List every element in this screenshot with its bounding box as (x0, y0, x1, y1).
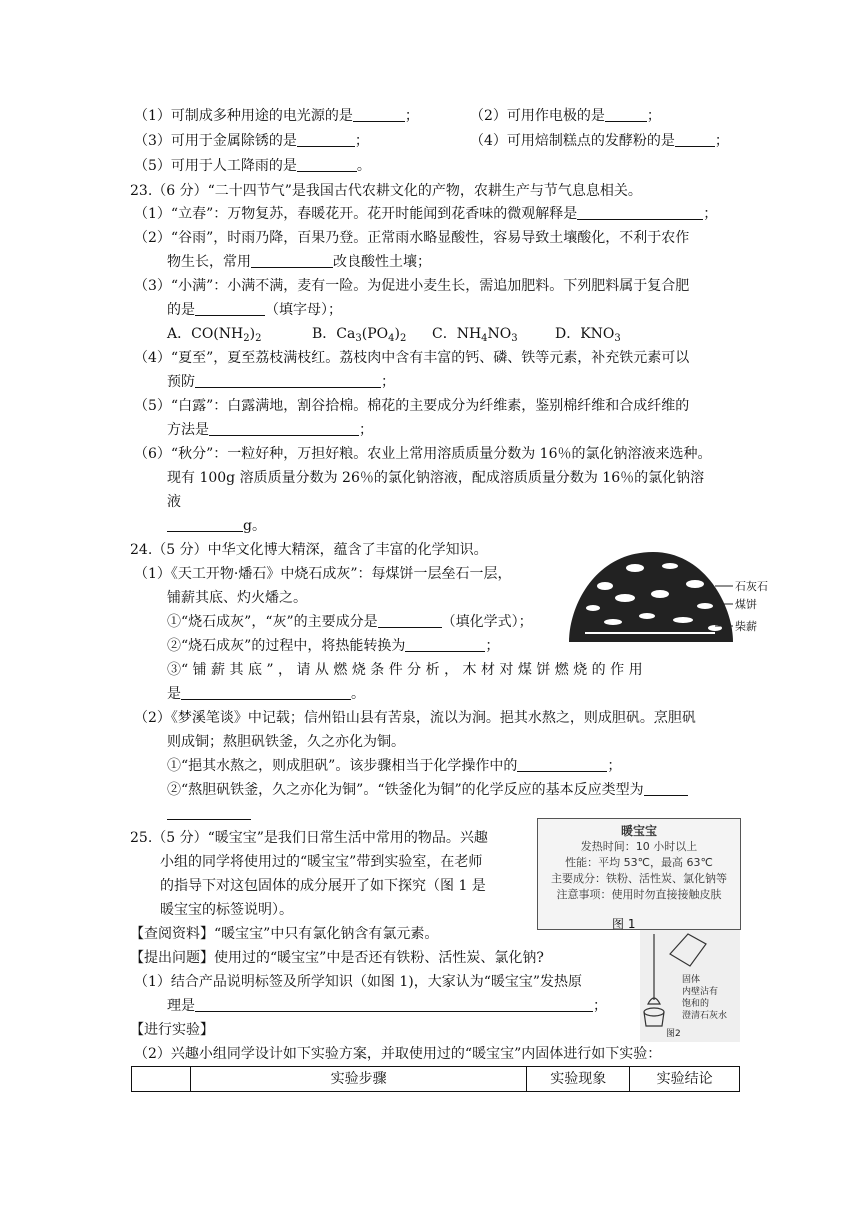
q23-part2-line2: 物生长，常用 改良酸性土壤； (167, 254, 431, 270)
q24-part2-q1: ①“挹其水熬之，则成胆矾”。该步骤相当于化学操作中的 ； (167, 758, 622, 774)
q24-part1-q3: ③“ 铺 薪 其 底 ” ， 请 从 燃 烧 条 件 分 析 ， 木 材 对 煤 饼 燃 烧 的 作 用 (167, 662, 643, 678)
q22-item-2: （2）可用作电极的是 ； (470, 108, 661, 124)
table-header-steps: 实验步骤 (190, 1067, 526, 1091)
label-limewater: 澄清石灰水 (682, 1011, 728, 1021)
q25-part2: （2）兴趣小组同学设计如下实验方案，并取使用过的“暖宝宝”内固体进行如下实验： (134, 1046, 662, 1062)
q25-experiment-heading: 【进行实验】 (130, 1022, 214, 1038)
label-title: 暖宝宝 (620, 824, 657, 838)
table-header-blank (132, 1067, 190, 1091)
figure-1-caption: 图 1 (612, 917, 636, 931)
q22-item-5: （5）可用于人工降雨的是 。 (134, 158, 371, 174)
label-firewood: 柴薪 (735, 620, 757, 633)
label-saturated: 饱和的 (682, 999, 710, 1009)
q25-part1-line2: 理是 ； (167, 998, 607, 1014)
q23-part1: （1）“立春”：万物复苏，春暖花开。花开时能闻到花香味的微观解释是 ； (134, 206, 718, 222)
q23-option-b: B．$Ca_3(PO_4)_2$ (312, 326, 407, 344)
hand-warmer-label (537, 818, 741, 930)
q23-option-a: A．$CO(NH_2)_2$ (167, 326, 262, 344)
q23-part3-line2: 的是 （填字母）； (167, 302, 342, 318)
q24-part2-q2: ②“熬胆矾铁釜，久之亦化为铜”。“铁釜化为铜”的化学反应的基本反应类型为 (167, 780, 688, 800)
q25-heading: 25.（5 分）“暖宝宝”是我们日常生活中常用的物品。兴趣 (130, 830, 488, 846)
label-coal-cake: 煤饼 (735, 598, 757, 611)
q25-line2: 小组的同学将使用过的“暖宝宝”带到实验室，在老师 (160, 854, 483, 870)
q23-heading: 23.（6 分）“二十四节气”是我国古代农耕文化的产物，农耕生产与节气息息相关。 (130, 183, 642, 199)
q24-part1-q3-answer: 是 。 (167, 686, 365, 702)
figure-2-background (640, 930, 740, 1042)
q25-question: 【提出问题】使用过的“暖宝宝”中是否还有铁粉、活性炭、氯化钠? (130, 950, 544, 966)
q25-part1-line1: （1）结合产品说明标签及所学知识（如图 1)，大家认为“暖宝宝”发热原 (134, 974, 583, 990)
figure-2-caption: 图2 (666, 1029, 681, 1039)
q23-part6-line2: 现有 100g 溶质质量分数为 26％的氯化钠溶液，配成溶质质量分数为 16％的氯化钠溶 (167, 470, 705, 486)
q22-item-4: （4）可用焙制糕点的发酵粉的是 ； (470, 133, 729, 149)
q23-part3-line1: （3）“小满”：小满不满，麦有一险。为促进小麦生长，需追加肥料。下列肥料属于复合肥 (134, 278, 690, 294)
q25-line4: 暖宝宝的标签说明）。 (160, 902, 293, 918)
q24-part1-line1: （1）《天工开物·燔石》中烧石成灰”：每煤饼一层垒石一层， (134, 566, 512, 582)
experiment-table-header (131, 1066, 740, 1092)
q23-part6-line4: g。 (167, 516, 266, 536)
q23-option-c: C．$NH_4NO_3$ (432, 326, 518, 344)
label-ingredients: 主要成分：铁粉、活性炭、氯化钠等 (551, 872, 727, 885)
q23-part4-line1: （4）“夏至”，夏至荔枝满枝红。荔枝肉中含有丰富的钙、磷、铁等元素，补充铁元素可以 (134, 350, 690, 366)
combustion-test-figure (640, 930, 740, 1042)
q23-part5-line1: （5）“白露”：白露满地，割谷拾棉。棉花的主要成分为纤维素，鉴别棉纤维和合成纤维的 (134, 398, 690, 414)
label-inner-wall: 内壁沾有 (682, 987, 719, 997)
q25-reference-info: 【查阅资料】“暖宝宝”中只有氯化钠含有氯元素。 (130, 926, 439, 942)
q22-item-1: （1）可制成多种用途的电光源的是 ； (134, 108, 419, 124)
table-header-phenomenon: 实验现象 (526, 1067, 629, 1091)
q25-line3: 的指导下对这包固体的成分展开了如下探究（图 1 是 (160, 878, 486, 894)
q24-part2-line1: （2）《梦溪笔谈》中记载；信州铅山县有苦泉，流以为涧。挹其水熬之，则成胆矾。烹胆矾 (134, 710, 696, 726)
table-header-conclusion: 实验结论 (629, 1067, 739, 1091)
label-caution: 注意事项：使用时勿直接接触皮肤 (556, 888, 722, 901)
q24-part1-q1: ①“烧石成灰”，“灰”的主要成分是 （填化学式）； (167, 614, 533, 630)
label-heating-time: 发热时间：10 小时以上 (580, 840, 698, 853)
label-performance: 性能：平均 53℃，最高 63℃ (565, 856, 713, 869)
label-limestone: 石灰石 (735, 580, 768, 593)
lime-kiln-figure (565, 546, 768, 646)
q24-heading: 24.（5 分）中华文化博大精深，蕴含了丰富的化学知识。 (130, 542, 488, 558)
q23-part2-line1: （2）“谷雨”，时雨乃降，百果乃登。正常雨水略显酸性，容易导致土壤酸化，不利于农作 (134, 230, 690, 246)
q23-part6-line3: 液 (167, 494, 181, 510)
q24-part1-q2: ②“烧石成灰”的过程中，将热能转换为 ； (167, 638, 500, 654)
q23-option-d: D．$KNO_3$ (555, 326, 621, 344)
q24-part2-line2: 则成铜；熬胆矾铁釜，久之亦化为铜。 (167, 734, 405, 750)
q24-part2-q2-cont (167, 804, 251, 824)
q24-part1-line2: 铺薪其底、灼火燔之。 (167, 590, 307, 606)
label-solid: 固体 (682, 975, 701, 985)
q22-item-3: （3）可用于金属除锈的是 ； (134, 133, 369, 149)
q23-part5-line2: 方法是 ； (167, 422, 373, 438)
q23-part4-line2: 预防 ； (167, 374, 395, 390)
q23-part6-line1: （6）“秋分”：一粒好种，万担好粮。农业上常用溶质质量分数为 16％的氯化钠溶液来选种。 (134, 446, 712, 462)
